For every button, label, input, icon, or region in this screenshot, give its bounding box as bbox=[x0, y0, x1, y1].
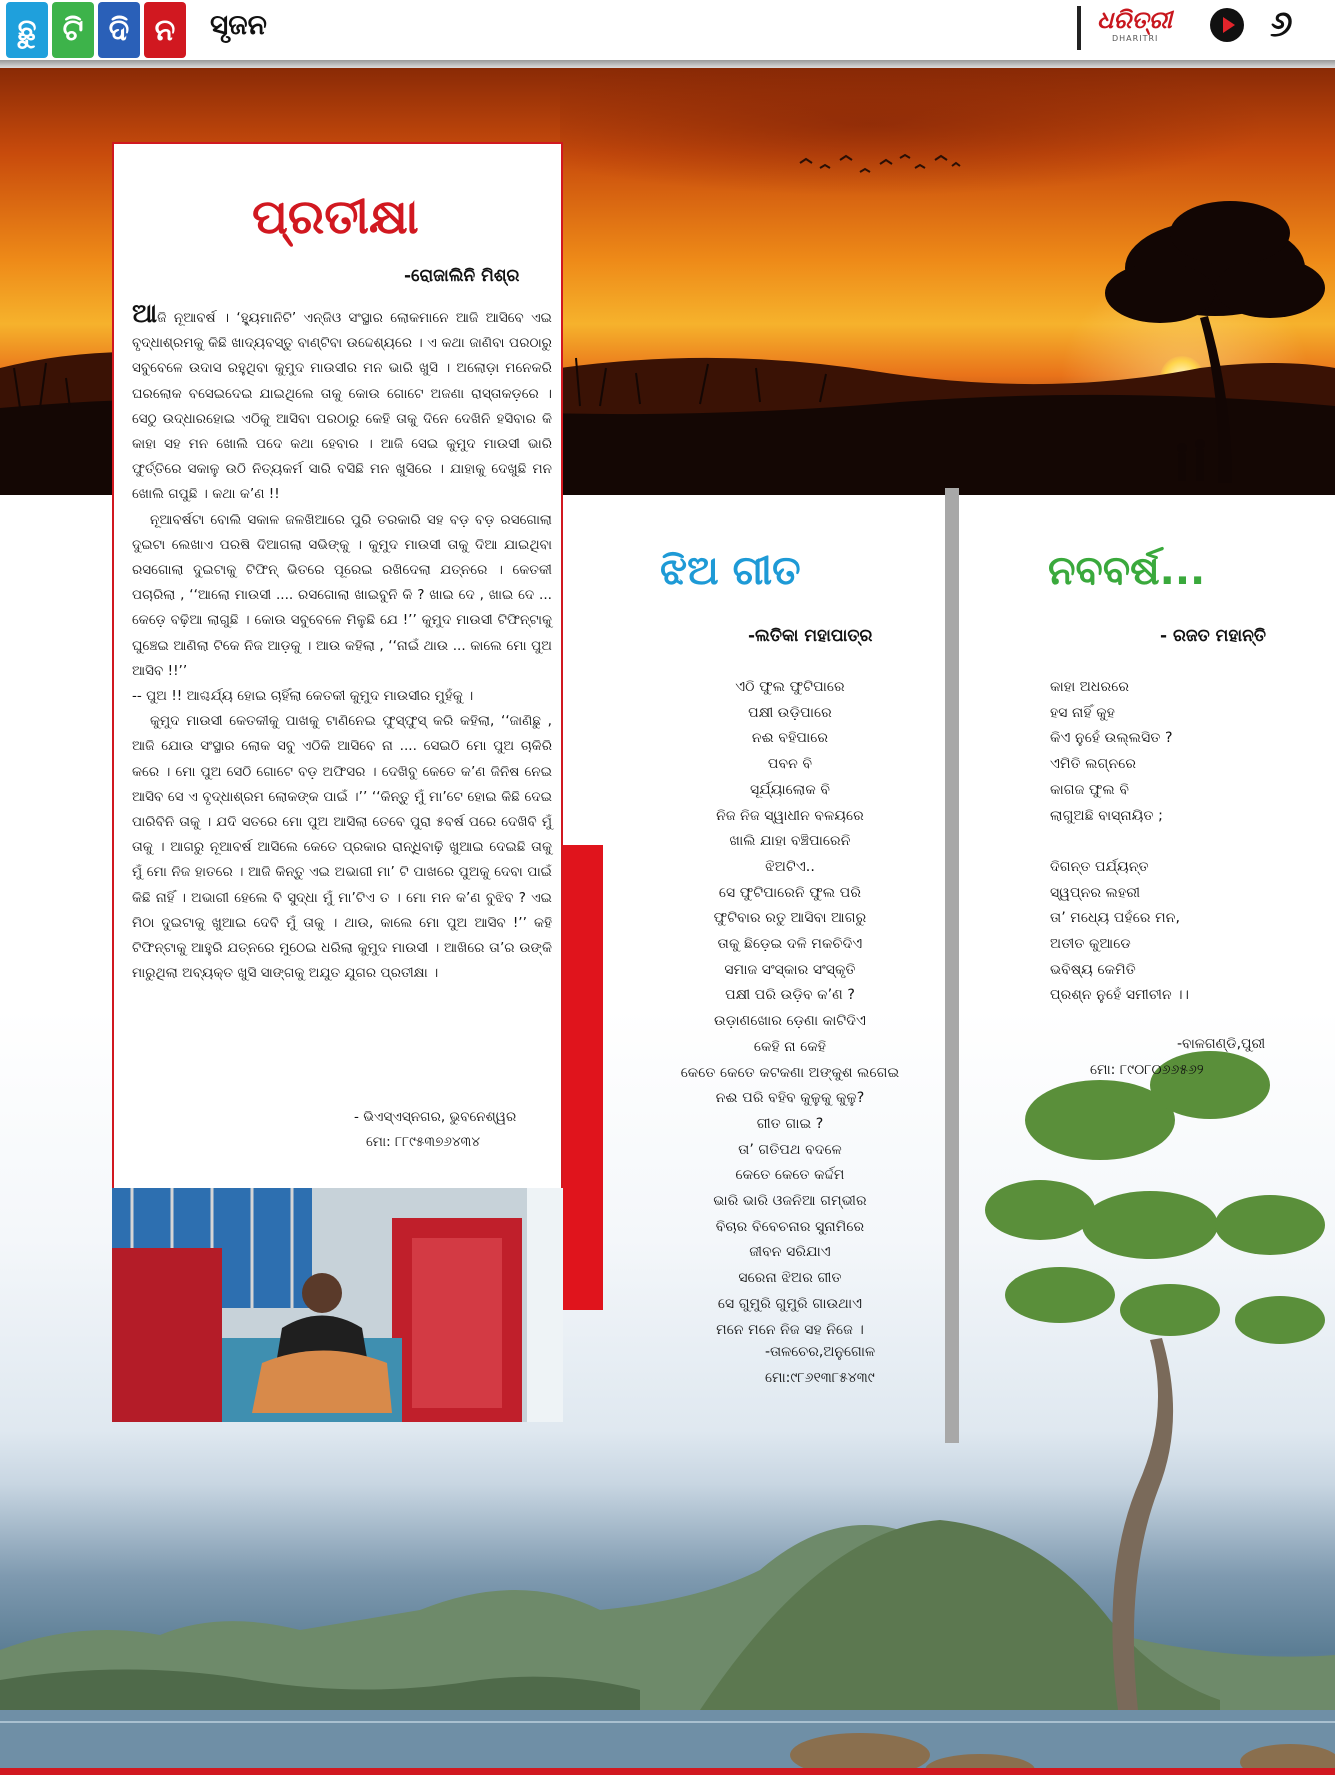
story-place: - ଭିଏସ୍ଏସ୍‌ନଗର, ଭୁବନେଶ୍ୱର bbox=[354, 1109, 517, 1125]
poem-line: ଏମିତି ଲଗ୍ନରେ bbox=[1050, 756, 1137, 773]
story-box bbox=[112, 142, 563, 1190]
poem-line: ଏଠି ଫୁଲ ଫୁଟିପାରେ bbox=[735, 679, 845, 695]
elderly-woman-photo bbox=[112, 1188, 563, 1422]
story-author: -ରୋଜାଲିନି ମିଶ୍ର bbox=[404, 266, 520, 286]
header-rule bbox=[0, 60, 1335, 68]
birds-icon bbox=[800, 155, 960, 172]
poem-line: ନିଜ ନିଜ ସ୍ୱାଧୀନ ବଳୟରେ bbox=[716, 807, 864, 824]
bottom-red-rule bbox=[0, 1768, 1335, 1775]
story-paragraph: ନୂଆବର୍ଷଟା ବୋଲି ସକାଳ ଜଳଖିଆରେ ପୁରି ତରକାରି ସହ ବଡ଼ ବଡ଼ ରସଗୋଲା ଦୁଇଟା ଲେଖାଏ ପରଷି ଦିଆଗଲା ସଭିଙ୍କୁ । କୁମୁଦ ମାଉସୀ ତାକୁ ଦିଆ ଯାଇଥିବା ରସଗୋଲା ଦୁଇଟାକୁ ଟିଫିନ୍ ଭିତରେ ପୂରେଇ ରଖିଦେଲା ଯତ୍ନରେ । କେତକୀ ପଚାରିଲା , ‘‘ଆଲୋ ମାଉସୀ .... ରସଗୋଲା ଖାଇବୁନି କି ? ଖାଇ ଦେ , ଖାଇ ଦେ ... କେଡ଼େ ବଢ଼ିଆ ଲାଗୁଛି । କୋଉ ସବୁବେଳେ ମିଳୁଛି ଯେ !’’ କୁମୁଦ ମାଉସୀ ଟିଫିନ୍‌ଟାକୁ ଘୁଞ୍ଚେଇ ଆଣିଲା ଟିକେ ନିଜ ଆଡ଼କୁ । ଆଉ କହିଲା , ‘‘ନାଇଁ ଥାଉ ... କାଲେ ମୋ ପୁଅ ଆସିବ !!’’ bbox=[132, 511, 552, 679]
poem-line: ଖାଲି ଯାହା ବଞ୍ଚିପାରେନି bbox=[729, 833, 851, 850]
story-body bbox=[132, 299, 552, 986]
poem-line: ପକ୍ଷୀ ଉଡ଼ିପାରେ bbox=[748, 704, 832, 721]
poem2-author: - ରଜତ ମହାନ୍ତି bbox=[1160, 626, 1266, 646]
brand-tile-4: ନ bbox=[144, 2, 186, 58]
brand-tile-1: ଛୁ bbox=[6, 2, 48, 58]
poem-line: କିଏ ନୁହେଁ ଉଲ୍ଲସିତ ? bbox=[1050, 730, 1173, 747]
story-paragraph: -- ପୁଅ !! ଆଶ୍ଚର୍ଯ୍ୟ ହୋଇ ଚାହିଁଲା କେତକୀ କୁମୁଦ ମାଉସୀର ମୁହଁକୁ । bbox=[132, 688, 474, 705]
poem-line: ପ୍ରଶ୍ନ ନୁହେଁ ସମୀଚୀନ ।। bbox=[1050, 987, 1190, 1004]
poem-line: ଉଡ଼ାଣଖୋର ଡ଼େଣା କାଟିଦିଏ bbox=[714, 1013, 866, 1030]
poem-line: ମନେ ମନେ ନିଜ ସହ ନିଜେ । bbox=[716, 1321, 864, 1338]
poem-line: ଭାରି ଭାରି ଓଜନିଆ ଗମ୍ଭୀର bbox=[713, 1193, 867, 1210]
poem-line: ନଈ ବହିପାରେ bbox=[751, 730, 829, 747]
newspaper-logo-subtitle: DHARITRI bbox=[1112, 34, 1159, 43]
story-phone: ମୋ: ୮୮୯୫୩୭୬୪୩୪ bbox=[366, 1134, 481, 1150]
poem-line: କାଗଜ ଫୁଲ ବି bbox=[1050, 781, 1130, 798]
poem-line: କେହି ନା କେହି bbox=[753, 1038, 827, 1055]
poem1-phone: ମୋ:୯୮୬୧୩୮୫୪୩୯ bbox=[765, 1370, 875, 1386]
brand-tile-3: ଦି bbox=[98, 2, 140, 58]
poem2-phone: ମୋ: ୮୯୦୮୦୬୬୫୬୨ bbox=[1090, 1062, 1204, 1078]
poem-line: ଭବିଷ୍ୟ କେମିତି bbox=[1050, 961, 1136, 978]
poem-line: ଗୀତ ଗାଇ ? bbox=[756, 1115, 824, 1132]
poem-line: ଜୀବନ ସରିଯାଏ bbox=[749, 1244, 831, 1261]
poem-line: ଝିଅଟିଏ.. bbox=[765, 858, 815, 875]
story-dropcap: ଆ bbox=[132, 299, 158, 329]
poem-line: ସମାଜ ସଂସ୍କାର ସଂସ୍କୃତି bbox=[724, 961, 856, 978]
poem-line: ପକ୍ଷୀ ପରି ଉଡ଼ିବ କ’ଣ ? bbox=[725, 987, 855, 1004]
poem-line: ତାକୁ ଛିଡ଼େଇ ଦଳି ମକଚିଦିଏ bbox=[717, 936, 863, 953]
poem-line: ସେ ଗୁମୁରି ଗୁମୁରି ଗାଉଥାଏ bbox=[717, 1295, 863, 1312]
stanza-gap bbox=[1050, 829, 1270, 855]
poem-line: ଫୁଟିବାର ରତୁ ଆସିବା ଆଗରୁ bbox=[713, 910, 867, 927]
poem-line: କେତେ କେତେ କର୍ଦ୍ଦମ bbox=[735, 1167, 845, 1184]
poem1-author: -ଲତିକା ମହାପାତ୍ର bbox=[748, 626, 873, 646]
poem1-body bbox=[640, 675, 940, 1343]
poem1-title: ଝିଅ ଗୀତ bbox=[660, 548, 801, 594]
poem-line: କେତେ କେତେ କଟକଣା ଅଙ୍କୁଶ ଲଗେଇ bbox=[680, 1064, 900, 1081]
poem-line: ତା’ ଗତିପଥ ବଦଳେ bbox=[738, 1141, 842, 1158]
poem-line: ହସ ନାହିଁ କୁହ bbox=[1050, 704, 1115, 721]
header-divider bbox=[1077, 6, 1081, 50]
poem-line: ତା’ ମଧ୍ୟେ ପହଁରେ ମନ, bbox=[1050, 910, 1180, 927]
story-photo bbox=[112, 1188, 563, 1422]
story-title: ପ୍ରତୀକ୍ଷା bbox=[252, 189, 419, 245]
page-number: ୬ bbox=[1270, 4, 1293, 45]
poem-line: କାହା ଅଧରରେ bbox=[1050, 679, 1130, 695]
poem-line: ସେ ଫୁଟିପାରେନି ଫୁଲ ପରି bbox=[718, 884, 862, 901]
poem-line: ସ୍ୱପ୍ନର ଲହରୀ bbox=[1050, 884, 1141, 901]
poem-line: ସୂର୍ଯ୍ୟାଲୋକ ବି bbox=[749, 781, 831, 798]
section-name: ସୃଜନ bbox=[210, 8, 267, 41]
brand-tile-2: ଟି bbox=[52, 2, 94, 58]
play-icon bbox=[1210, 8, 1244, 42]
poem2-title: ନବବର୍ଷ... bbox=[1048, 548, 1206, 594]
newspaper-logo: ଧରିତ୍ରୀ bbox=[1097, 6, 1172, 34]
poem2-body bbox=[1050, 675, 1270, 1009]
story-paragraph: ଆଜି ନୂଆବର୍ଷ । ‘ହ୍ୟୁମାନିଟି’ ଏନ୍‌ଜିଓ ସଂସ୍ଥାର ଲୋକମାନେ ଆଜି ଆସିବେ ଏଇ ବୃଦ୍ଧାଶ୍ରମକୁ କିଛି ଖାଦ୍ୟବସ୍ତୁ ବାଣ୍ଟିବା ଉଦ୍ଦେଶ୍ୟରେ । ଏ କଥା ଜାଣିବା ପରଠାରୁ ସବୁବେଳେ ଉଦାସ ରହୁଥିବା କୁମୁଦ ମାଉସୀର ମନ ଭାରି ଖୁସି । ଅଲୋଡ଼ା ମନେକରି ଘରଲୋକ ବସେଇଦେଇ ଯାଇଥିଲେ ତାକୁ କୋଉ ଗୋଟେ ଅଜଣା ରାସ୍ତାକଡ଼ରେ । ସେଠୁ ଉଦ୍ଧାରହୋଇ ଏଠିକୁ ଆସିବା ପରଠାରୁ କେହି ତାକୁ ଦିନେ ଦେଖିନି ହସିବାର କି କାହା ସହ ମନ ଖୋଲି ପଦେ କଥା ହେବାର । ଆଜି ସେଇ କୁମୁଦ ମାଉସୀ ଭାରି ଫୁର୍ତ୍ତିରେ ସକାଳୁ ଉଠି ନିତ୍ୟକର୍ମ ସାରି ବସିଛି ମନ ଖୁସିରେ । ଯାହାକୁ ଦେଖୁଛି ମନ ଖୋଲି ଗପୁଛି । କଥା କ’ଣ !! bbox=[132, 299, 552, 503]
story-paragraph: କୁମୁଦ ମାଉସୀ କେତକୀକୁ ପାଖକୁ ଟାଣିନେଇ ଫୁସ୍‌ଫୁସ୍ କରି କହିଲା, ‘‘ଜାଣିଛୁ , ଆଜି ଯୋଉ ସଂସ୍ଥାର ଲୋକ ସବୁ ଏଠିକି ଆସିବେ ନା .... ସେଇଠି ମୋ ପୁଅ ଚାକିରି କରେ । ମୋ ପୁଅ ସେଠି ଗୋଟେ ବଡ଼ ଅଫିସର । ଦେଖିବୁ କେତେ କ’ଣ ଜିନିଷ ନେଇ ଆସିବ ସେ ଏ ବୃଦ୍ଧାଶ୍ରମ ଲୋକଙ୍କ ପାଇଁ ।’’ ‘‘କିନ୍ତୁ ମୁଁ ମା’ଟେ ହୋଇ କିଛି ଦେଇ ପାରିବିନି ତାକୁ । ଯଦି ସତରେ ମୋ ପୁଅ ଆସିଲା ତେବେ ପୁରା ୫ବର୍ଷ ପରେ ଦେଖିବି ମୁଁ ତାକୁ । ଆଗରୁ ନୂଆବର୍ଷ ଆସିଲେ କେତେ ପ୍ରକାର ରାନ୍ଧିବାଢ଼ି ଖୁଆଇ ଦେଇଛି ତାକୁ ମୁଁ ମୋ ନିଜ ହାତରେ । ଆଜି କିନ୍ତୁ ଏଇ ଅଭାଗୀ ମା’ ଟି ପାଖରେ ପୁଅକୁ ଦେବା ପାଇଁ କିଛି ନାହିଁ । ଅଭାଗୀ ହେଲେ ବି ସୁଦ୍ଧା ମୁଁ ମା’ଟିଏ ତ । ମୋ ମନ କ’ଣ ବୁଝିବ ? ଏଇ ମିଠା ଦୁଇଟାକୁ ଖୁଆଇ ଦେବି ମୁଁ ତାକୁ । ଥାଉ, କାଲେ ମୋ ପୁଅ ଆସିବ !’’ କହି ଟିଫିନ୍‌ଟାକୁ ଆହୁରି ଯତ୍ନରେ ମୁଠେଇ ଧରିଲା କୁମୁଦ ମାଉସୀ । ଆଖିରେ ତା’ର ଉଙ୍କି ମାରୁଥିଲା ଅବ୍ୟକ୍ତ ଖୁସି ସାଙ୍ଗକୁ ଅଯୁତ ଯୁଗର ପ୍ରତୀକ୍ଷା । bbox=[132, 713, 552, 982]
poem-line: ଦିଗନ୍ତ ପର୍ଯ୍ୟନ୍ତ bbox=[1050, 858, 1149, 875]
red-side-bar bbox=[563, 845, 603, 1310]
poem2-place: -ବାଳଗଣ୍ଡି,ପୁରୀ bbox=[1177, 1036, 1266, 1052]
poem-line: ବିଚାର ବିବେଚନାର ସୁନାମିରେ bbox=[715, 1218, 865, 1235]
column-divider bbox=[945, 488, 959, 1443]
poem1-place: -ତାଳଚେର,ଅନୁଗୋଳ bbox=[765, 1344, 876, 1360]
poem-line: ପବନ ବି bbox=[767, 756, 813, 773]
poem-line: ଲାଗୁଅଛି ବାସ୍ନାୟିତ ; bbox=[1050, 807, 1163, 824]
poem-line: ଅତୀତ କୁଆଡେ bbox=[1050, 936, 1131, 953]
brand-logo bbox=[6, 2, 186, 60]
poem-line: ନଈ ପରି ବହିବ କୁଳୁକୁ କୁଳୁ? bbox=[715, 1090, 865, 1107]
page-header bbox=[0, 0, 1335, 62]
poem-line: ସରେନା ଝିଅର ଗୀତ bbox=[738, 1270, 842, 1287]
